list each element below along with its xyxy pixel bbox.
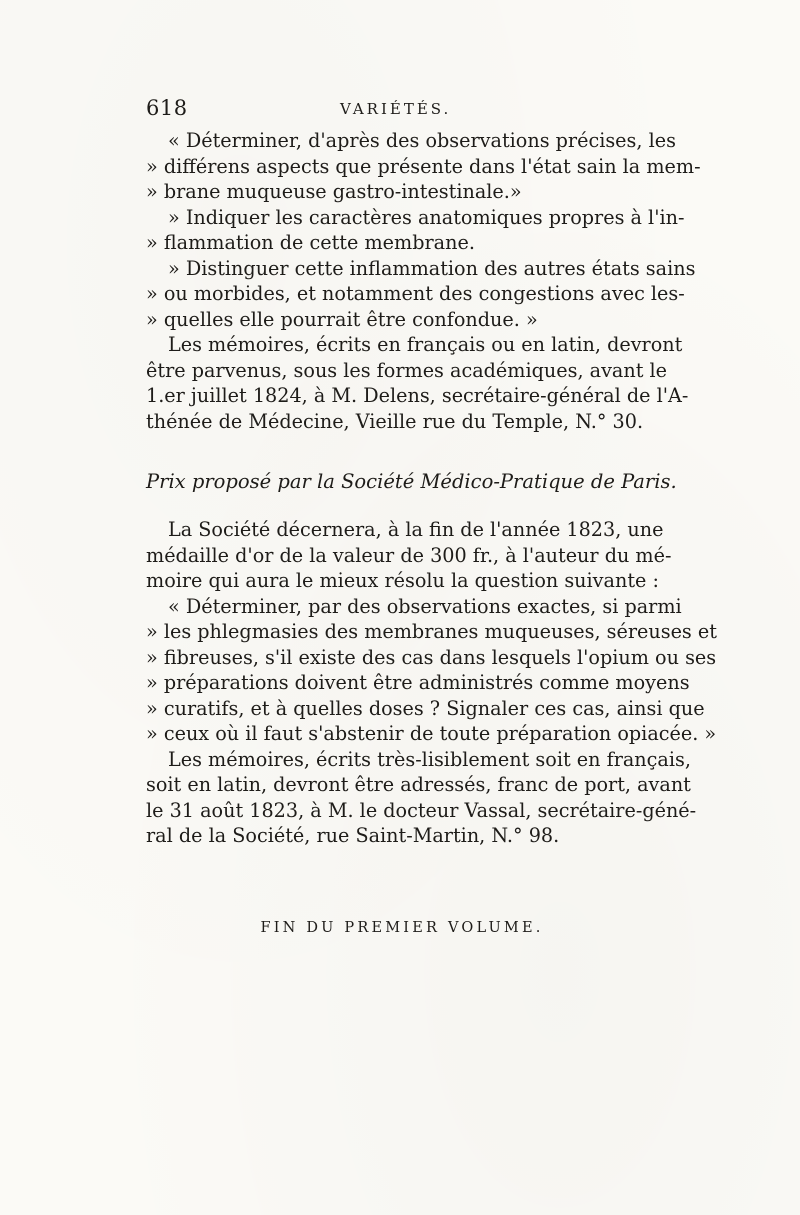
text-line: » les phlegmasies des membranes muqueuses, séreuses et <box>146 620 717 643</box>
text-line: » préparations doivent être administrés comme moyens <box>146 671 690 694</box>
text-line: » fibreuses, s'il existe des cas dans lesquels l'opium ou ses <box>146 645 717 669</box>
page-number: 618 <box>146 96 188 120</box>
text-line: ral de la Société, rue Saint-Martin, N.° 98. <box>146 824 560 847</box>
text-line: Les mémoires, écrits très-lisiblement soit en français, <box>168 747 691 771</box>
text-line: » différens aspects que présente dans l'état sain la mem- <box>146 154 701 178</box>
text-line: moire qui aura le mieux résolu la question suivante : <box>146 569 659 592</box>
text-line: thénée de Médecine, Vieille rue du Temple, N.° 30. <box>146 409 644 433</box>
text-line: » curatifs, et à quelles doses ? Signaler ces cas, ainsi que <box>146 696 705 720</box>
section-heading: Prix proposé par la Société Médico-Pratique de Paris. <box>146 470 677 493</box>
text-line: médaille d'or de la valeur de 300 fr., à l'auteur du mé- <box>146 543 672 567</box>
text-line: le 31 août 1823, à M. le docteur Vassal, secrétaire-géné- <box>146 798 697 822</box>
text-line: » Distinguer cette inflammation des autres états sains <box>168 256 696 280</box>
text-line: « Déterminer, par des observations exactes, si parmi <box>168 594 682 618</box>
text-line: » ceux où il faut s'abstenir de toute préparation opiacée. » <box>146 722 717 745</box>
end-of-volume: FIN DU PREMIER VOLUME. <box>260 920 544 936</box>
text-line: Les mémoires, écrits en français ou en latin, devront <box>168 333 683 356</box>
text-line: « Déterminer, d'après des observations précises, les <box>168 129 676 152</box>
text-line: 1.er juillet 1824, à M. Delens, secrétaire-général de l'A- <box>146 384 689 407</box>
text-line: » brane muqueuse gastro-intestinale.» <box>146 180 522 203</box>
text-line: soit en latin, devront être adressés, franc de port, avant <box>146 773 691 796</box>
text-line: » quelles elle pourrait être confondue. » <box>146 307 538 331</box>
text-block-second <box>146 517 717 849</box>
text-line: » flammation de cette membrane. <box>146 231 475 254</box>
text-block-first <box>146 128 701 434</box>
text-line: » ou morbides, et notamment des congestions avec les- <box>146 282 685 305</box>
running-title: VARIÉTÉS. <box>340 100 452 118</box>
text-line: être parvenus, sous les formes académiques, avant le <box>146 358 668 382</box>
text-line: » Indiquer les caractères anatomiques propres à l'in- <box>168 205 685 229</box>
text-line: La Société décernera, à la fin de l'année 1823, une <box>168 518 664 541</box>
running-head <box>146 96 654 126</box>
